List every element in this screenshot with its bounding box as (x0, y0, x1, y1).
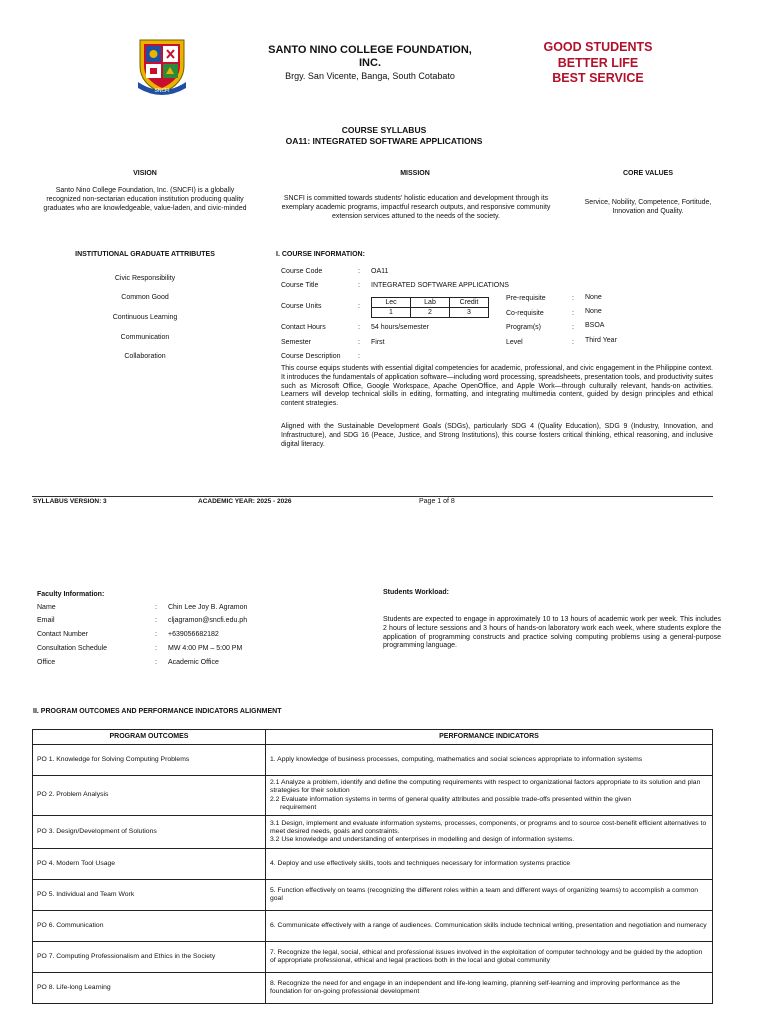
motto (528, 40, 668, 87)
level-label: Level (506, 339, 523, 346)
graduate-attribute-item: Common Good (121, 294, 169, 301)
pi-line: requirement (280, 803, 317, 811)
graduate-attribute-item: Continuous Learning (112, 314, 178, 321)
table-row (33, 745, 713, 776)
table-row (33, 880, 713, 911)
pi-cell (266, 942, 713, 973)
semester-label: Semester (281, 339, 311, 346)
graduate-attributes-heading: INSTITUTIONAL GRADUATE ATTRIBUTES (75, 251, 215, 258)
colon: : (572, 310, 574, 317)
graduate-attribute-item: Civic Responsibility (114, 275, 176, 282)
graduate-attribute-item: Collaboration (124, 353, 166, 360)
course-description-paragraph: This course equips students with essential digital competencies for academic, professional, and civic engagement in the Philippine context. It introduces the fundamentals of application software—including word processing, spreadsheets, presentation tools, and productivity suites such as Microsoft Office, Google Workspace, Apache OpenOffice, and Apple Work—through culturally relevant, hands-on activities. Learners will develop technical skills in editing, formatting, and integrating multimedia content, guided by design principles and ethical content strategies. (281, 365, 713, 407)
org-name-line1: SANTO NINO COLLEGE FOUNDATION, (268, 44, 472, 56)
program-label: Program(s) (506, 324, 542, 331)
prerequisite-label: Pre-requisite (506, 295, 546, 302)
po-cell: PO 3. Design/Development of Solutions (33, 816, 266, 849)
mission-heading: MISSION (400, 170, 430, 177)
course-units-label: Course Units (281, 303, 322, 310)
faculty-consultation-label: Consultation Schedule (37, 645, 108, 652)
contact-hours-value: 54 hours/semester (371, 324, 429, 331)
pi-line: 2.2 Evaluate information systems in terms of general quality attributes and possible trade-offs presented within the given (270, 795, 632, 803)
colon: : (155, 604, 157, 611)
workload-text: Students are expected to engage in approximately 10 to 13 hours of academic work per week. This includes 2 hours of lecture sessions and 3 hours of hands-on laboratory work each week, where students explore the application of programming constructs and practice solving computing problems using a general-purpose programming language. (383, 616, 721, 650)
faculty-office-value: Academic Office (168, 659, 219, 666)
units-value-lec: 1 (372, 308, 411, 318)
syllabus-title-line2: OA11: INTEGRATED SOFTWARE APPLICATIONS (285, 136, 483, 147)
faculty-heading: Faculty Information: (37, 591, 105, 598)
colon: : (358, 324, 360, 331)
course-description-label: Course Description (281, 353, 341, 360)
core-values-text: Service, Nobility, Competence, Fortitude, Innovation and Quality. (584, 199, 712, 215)
workload-heading: Students Workload: (383, 589, 449, 596)
contact-hours-label: Contact Hours (281, 324, 326, 331)
pi-cell (266, 745, 713, 776)
colon: : (358, 268, 360, 275)
colon: : (358, 353, 360, 360)
course-units-table (371, 297, 489, 318)
vision-text: Santo Nino College Foundation, Inc. (SNCFI) is a globally recognized non-sectarian education institution producing quality graduates who are knowledgeable, value-laden, and civic-minded (43, 187, 247, 212)
colon: : (155, 645, 157, 652)
corequisite-value: None (585, 308, 602, 315)
outcomes-heading: II. PROGRAM OUTCOMES AND PERFORMANCE INDICATORS ALIGNMENT (33, 708, 282, 715)
pi-line: 3.2 Use knowledge and understanding of enterprises in modelling and design of information systems. (270, 836, 575, 844)
table-row (33, 973, 713, 1004)
outcomes-col-pi: PERFORMANCE INDICATORS (266, 730, 713, 745)
pi-line: 8. Recognize the need for and engage in an independent and life-long learning, planning self-learning and improving performance as the foundation for on-going professional development (270, 979, 680, 995)
colon: : (358, 303, 360, 310)
colon: : (155, 631, 157, 638)
pi-cell (266, 776, 713, 816)
pi-cell (266, 880, 713, 911)
corequisite-label: Co-requisite (506, 310, 544, 317)
faculty-consultation-value: MW 4:00 PM – 5:00 PM (168, 645, 243, 652)
faculty-contact-value: +639056682182 (168, 631, 219, 638)
faculty-email-label: Email (37, 617, 55, 624)
org-name (250, 44, 490, 70)
logo-text: SNCFI (154, 88, 170, 94)
units-header-credit: Credit (450, 298, 489, 308)
table-row (33, 776, 713, 816)
course-code-label: Course Code (281, 268, 323, 275)
colon: : (572, 324, 574, 331)
course-title-value: INTEGRATED SOFTWARE APPLICATIONS (371, 282, 509, 289)
page-number: Page 1 of 8 (419, 498, 455, 505)
table-row (33, 942, 713, 973)
program-value: BSOA (585, 322, 605, 329)
syllabus-title (200, 125, 568, 147)
table-row (33, 849, 713, 880)
pi-cell (266, 816, 713, 849)
org-address: Brgy. San Vicente, Banga, South Cotabato (285, 71, 455, 81)
units-header-lab: Lab (411, 298, 450, 308)
outcomes-col-po: PROGRAM OUTCOMES (33, 730, 266, 745)
po-cell: PO 1. Knowledge for Solving Computing Problems (33, 745, 266, 776)
units-value-credit: 3 (450, 308, 489, 318)
faculty-name-label: Name (37, 604, 56, 611)
mission-text: SNCFI is committed towards students' holistic education and development through its exemplary academic programs, impactful research outputs, and responsive community extension services attuned to the needs of the society. (281, 195, 551, 220)
po-cell: PO 8. Life-long Learning (33, 973, 266, 1004)
faculty-contact-label: Contact Number (37, 631, 88, 638)
syllabus-title-line1: COURSE SYLLABUS (341, 125, 427, 135)
org-name-line2: INC. (359, 57, 381, 70)
level-value: Third Year (585, 337, 617, 344)
faculty-email-value: cljagramon@sncfi.edu.ph (168, 617, 248, 624)
motto-line1: GOOD STUDENTS (543, 40, 653, 54)
colon: : (572, 295, 574, 302)
pi-cell (266, 849, 713, 880)
faculty-name-value: Chin Lee Joy B. Agramon (168, 604, 248, 611)
units-value-lab: 2 (411, 308, 450, 318)
semester-value: First (371, 339, 385, 346)
core-values-heading: CORE VALUES (622, 170, 674, 177)
course-title-label: Course Title (281, 282, 319, 289)
table-row (33, 816, 713, 849)
colon: : (155, 617, 157, 624)
faculty-office-label: Office (37, 659, 56, 666)
table-row (33, 911, 713, 942)
prerequisite-value: None (585, 294, 602, 301)
syllabus-version: SYLLABUS VERSION: 3 (33, 498, 107, 505)
pi-cell (266, 911, 713, 942)
colon: : (572, 339, 574, 346)
pi-line: 3.1 Design, implement and evaluate information systems, processes, components, or programs and to source cost-benefit efficient alternatives to meet desired needs, goals and constraints. (270, 819, 707, 835)
colon: : (155, 659, 157, 666)
pi-line: 4. Deploy and use effectively skills, tools and techniques necessary for information systems practice (270, 859, 571, 867)
footer-divider (32, 496, 713, 497)
course-description-sdg-paragraph: Aligned with the Sustainable Development Goals (SDGs), particularly SDG 4 (Quality Education), SDG 9 (Industry, Innovation, and Infrastructure), and SDG 16 (Peace, Justice, and Strong Institutions), this course fosters critical thinking, ethical reasoning, and inclusive digital literacy. (281, 423, 713, 448)
po-cell: PO 5. Individual and Team Work (33, 880, 266, 911)
course-info-heading: I. COURSE INFORMATION: (276, 251, 365, 258)
outcomes-table (32, 729, 713, 1004)
motto-line2: BETTER LIFE (557, 55, 639, 70)
college-seal-logo (134, 36, 190, 96)
po-cell: PO 2. Problem Analysis (33, 776, 266, 816)
po-cell: PO 6. Communication (33, 911, 266, 942)
po-cell: PO 7. Computing Professionalism and Ethics in the Society (33, 942, 266, 973)
po-cell: PO 4. Modern Tool Usage (33, 849, 266, 880)
pi-line: 7. Recognize the legal, social, ethical and professional issues involved in the exploitation of computer technology and be guided by the adoption of appropriate professional, ethical and legal practices both in the local and global community (270, 948, 703, 964)
motto-line3: BEST SERVICE (552, 71, 644, 86)
pi-line: 2.1 Analyze a problem, identify and define the computing requirements with respect to organizational factors appropriate to its solution and plan strategies for their solution (270, 779, 701, 795)
colon: : (358, 339, 360, 346)
course-code-value: OA11 (371, 268, 389, 275)
academic-year: ACADEMIC YEAR: 2025 - 2026 (198, 498, 292, 505)
pi-line: 5. Function effectively on teams (recognizing the different roles within a team and different ways of organizing teams) to accomplish a common goal (270, 886, 699, 902)
pi-line: 1. Apply knowledge of business processes, computing, mathematics and social sciences appropriate to information systems (270, 755, 643, 763)
vision-heading: VISION (133, 170, 157, 177)
graduate-attribute-item: Communication (120, 334, 170, 341)
pi-line: 6. Communicate effectively with a range of audiences. Communication skills include technical writing, presentation and negotiation and numeracy (270, 921, 707, 929)
colon: : (358, 282, 360, 289)
units-header-lec: Lec (372, 298, 411, 308)
pi-cell (266, 973, 713, 1004)
